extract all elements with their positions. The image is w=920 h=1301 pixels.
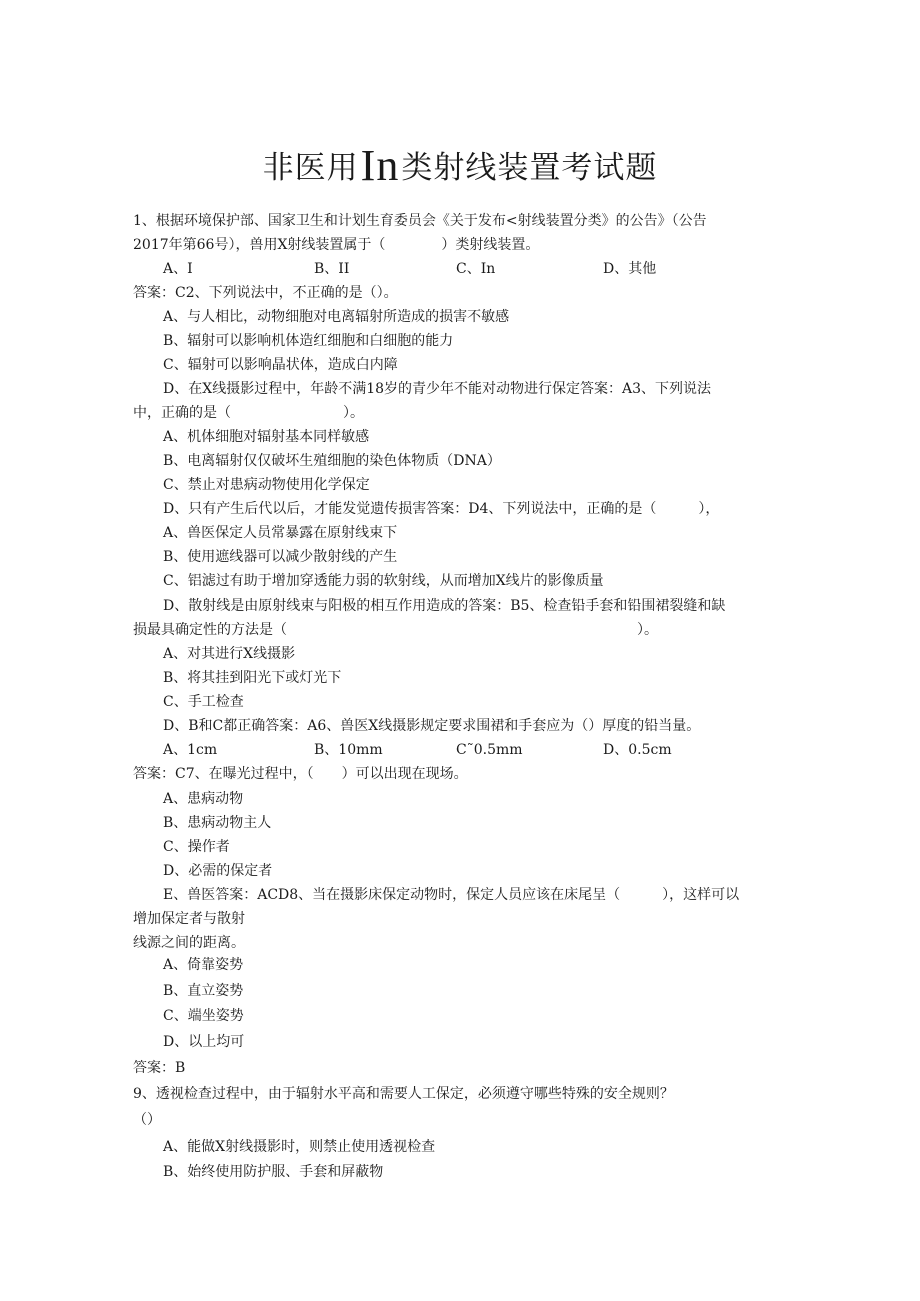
q5-option-b: B、将其挂到阳光下或灯光下 bbox=[163, 670, 342, 686]
q9-option-b: B、始终使用防护服、手套和屏蔽物 bbox=[163, 1164, 384, 1180]
q8-option-d: D、以上均可 bbox=[163, 1034, 245, 1050]
q3-option-d: D、只有产生后代以后，才能发觉遗传损害答案：D4、下列说法中，正确的是（ ）， bbox=[163, 501, 720, 517]
q4-option-b: B、使用遮线器可以减少散射线的产生 bbox=[163, 549, 398, 565]
q1-option-b: B、II bbox=[314, 261, 350, 277]
page-title bbox=[0, 141, 920, 190]
q9-option-a: A、能做X射线摄影时，则禁止使用透视检查 bbox=[163, 1139, 436, 1155]
q2-option-a: A、与人相比，动物细胞对电离辐射所造成的损害不敏感 bbox=[163, 309, 510, 325]
q3-option-b: B、电离辐射仅仅破坏生殖细胞的染色体物质（DNA） bbox=[163, 453, 501, 469]
q8-stem-line3: 线源之间的距离。 bbox=[133, 935, 245, 951]
title-part-1: 非医用 bbox=[262, 150, 359, 186]
q2-stem: 答案：C2、下列说法中，不正确的是（）。 bbox=[133, 285, 398, 301]
q5-stem-line2: 损最具确定性的方法是（ ）。 bbox=[133, 622, 658, 638]
q9-stem-line2: （） bbox=[133, 1112, 161, 1128]
q1-stem-line1: 1、根据环境保护部、国家卫生和计划生育委员会《关于发布<射线装置分类》的公告》（公告 bbox=[133, 213, 707, 229]
q6-option-b: B、10mm bbox=[314, 742, 383, 758]
q3-option-c: C、禁止对患病动物使用化学保定 bbox=[163, 477, 370, 493]
q8-stem-line2: 增加保定者与散射 bbox=[133, 911, 245, 927]
title-part-3: 类射线装置考试题 bbox=[401, 150, 658, 186]
q8-option-b: B、直立姿势 bbox=[163, 983, 244, 999]
q5-option-d: D、B和C都正确答案：A6、兽医X线摄影规定要求围裙和手套应为（）厚度的铅当量。 bbox=[163, 718, 701, 734]
q2-option-c: C、辐射可以影响晶状体，造成白内障 bbox=[163, 357, 398, 373]
q9-stem-line1: 9、透视检查过程中，由于辐射水平高和需要人工保定，必须遵守哪些特殊的安全规则？ bbox=[133, 1086, 674, 1102]
q4-option-a: A、兽医保定人员常暴露在原射线束下 bbox=[163, 525, 398, 541]
q1-option-a: A、I bbox=[163, 261, 193, 277]
q1-option-d: D、其他 bbox=[603, 261, 657, 277]
q4-option-d-line1: D、散射线是由原射线束与阳极的相互作用造成的答案：B5、检查铅手套和铅围裙裂缝和缺 bbox=[163, 598, 726, 614]
q2-option-d-line1: D、在X线摄影过程中，年龄不满18岁的青少年不能对动物进行保定答案：A3、下列说法 bbox=[163, 381, 712, 397]
q4-option-c: C、铝滤过有助于增加穿透能力弱的软射线，从而增加X线片的影像质量 bbox=[163, 573, 604, 589]
q6-option-a: A、1cm bbox=[163, 742, 218, 758]
q6-option-c: C˜0.5mm bbox=[456, 742, 523, 758]
q7-option-e-line1: E、兽医答案：ACD8、当在摄影床保定动物时，保定人员应该在床尾呈（ ），这样可以 bbox=[163, 887, 740, 903]
q3-stem-line2: 中，正确的是（ ）。 bbox=[133, 405, 364, 421]
q7-option-d: D、必需的保定者 bbox=[163, 863, 273, 879]
q6-option-d: D、0.5cm bbox=[603, 742, 672, 758]
q7-option-a: A、患病动物 bbox=[163, 791, 244, 807]
q7-stem: 答案：C7、在曝光过程中，（ ）可以出现在现场。 bbox=[133, 766, 468, 782]
q8-answer: 答案：B bbox=[133, 1060, 186, 1076]
q3-option-a: A、机体细胞对辐射基本同样敏感 bbox=[163, 429, 370, 445]
q1-option-c: C、In bbox=[456, 261, 496, 277]
q8-option-c: C、端坐姿势 bbox=[163, 1008, 244, 1024]
q2-option-b: B、辐射可以影响机体造红细胞和白细胞的能力 bbox=[163, 333, 454, 349]
title-part-2: In bbox=[360, 141, 400, 190]
q1-stem-line2: 2017年第66号），兽用X射线装置属于（ ）类射线装置。 bbox=[133, 237, 540, 253]
q7-option-b: B、患病动物主人 bbox=[163, 815, 272, 831]
q5-option-a: A、对其进行X线摄影 bbox=[163, 646, 296, 662]
q5-option-c: C、手工检查 bbox=[163, 694, 244, 710]
q8-option-a: A、倚靠姿势 bbox=[163, 957, 244, 973]
q7-option-c: C、操作者 bbox=[163, 839, 230, 855]
